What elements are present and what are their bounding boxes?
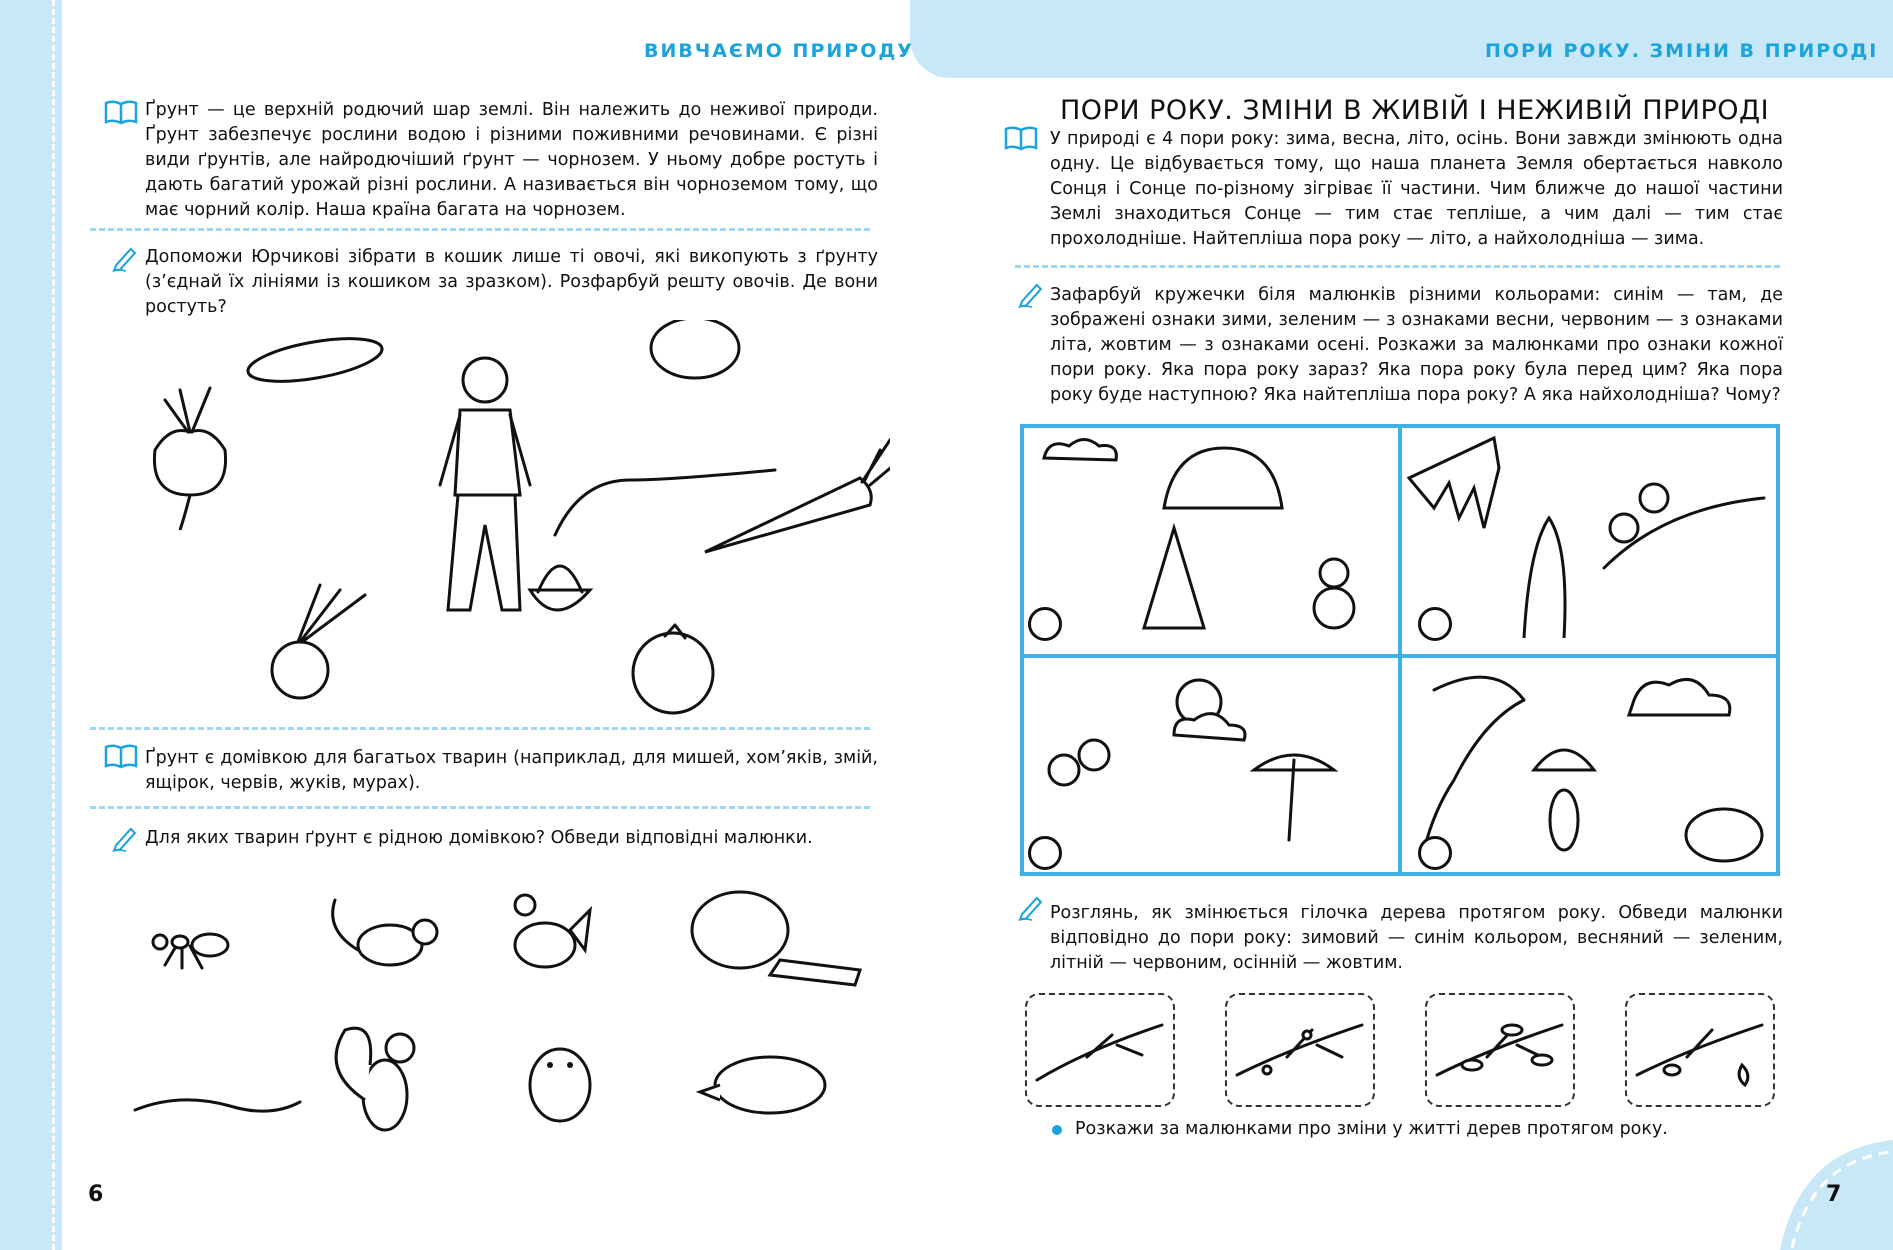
branch-box-summer[interactable]: [1425, 993, 1575, 1107]
autumn-circle[interactable]: [1418, 836, 1452, 870]
page-number-left: 6: [88, 1182, 104, 1207]
spring-panel: [1404, 428, 1776, 652]
summer-branch-icon: [1427, 995, 1573, 1105]
mouse-icon: [333, 900, 437, 965]
pencil-icon: [1014, 280, 1048, 308]
page-number-right: 7: [1826, 1182, 1842, 1207]
bullet-dot: [1052, 1125, 1062, 1135]
soil-home-text: Ґрунт є домівкою для багатьох тварин (наприклад, для мишей, хом’яків, змій, ящірок, червів, жуків, мурах).: [145, 748, 878, 793]
snowman-icon: [1314, 588, 1354, 628]
divider: [90, 727, 870, 730]
carrot-icon: [705, 440, 890, 552]
snowdrop-icon: [1524, 518, 1565, 638]
summer-circle[interactable]: [1028, 836, 1062, 870]
bear-den-icon: [1164, 448, 1282, 508]
windy-tree-icon: [1424, 677, 1524, 850]
spring-circle[interactable]: [1418, 607, 1452, 641]
flowers-icon: [1049, 755, 1079, 785]
pigeon-icon: [515, 895, 590, 967]
summer-panel: [1024, 660, 1396, 870]
tomato-icon: [633, 625, 713, 713]
onion-icon: [272, 585, 365, 698]
potato-icon: [651, 320, 739, 378]
branch-box-spring[interactable]: [1225, 993, 1375, 1107]
divider: [90, 228, 870, 231]
winter-panel: [1024, 428, 1396, 652]
autumn-panel: [1404, 660, 1776, 870]
corner-swirl: [1740, 1130, 1893, 1250]
ant-icon: [153, 934, 228, 968]
child-umbrella-icon: [1534, 750, 1594, 770]
hamster-icon: [530, 1049, 590, 1121]
squirrel-icon: [336, 1028, 414, 1130]
book-icon: [104, 742, 138, 770]
header-right-title: ПОРИ РОКУ. ЗМІНИ В ПРИРОДІ: [1485, 40, 1879, 62]
animals-task-text: Для яких тварин ґрунт є рідною домівкою? Обведи відповідні малюнки.: [145, 828, 813, 848]
right-header-band: [910, 0, 1893, 78]
divider: [90, 806, 870, 809]
branch-discussion-text: Розкажи за малюнками про зміни у житті дерев протягом року.: [1075, 1119, 1668, 1139]
boy-figure: [440, 358, 530, 610]
sample-line: [555, 470, 775, 535]
winter-branch-icon: [1027, 995, 1173, 1105]
left-margin-dash: [52, 0, 55, 1250]
spring-branch-icon: [1227, 995, 1373, 1105]
worm-icon: [135, 1100, 300, 1111]
autumn-branch-icon: [1627, 995, 1773, 1105]
beet-icon: [154, 388, 225, 530]
page-title: ПОРИ РОКУ. ЗМІНИ В ЖИВІЙ І НЕЖИВІЙ ПРИРОДІ: [1060, 95, 1770, 126]
icicles-icon: [1409, 438, 1499, 528]
seasons-intro-text: У природі є 4 пори року: зима, весна, літо, осінь. Вони завжди змінюють одна одну. Це відбувається тому, що наша планета Земля обертається навколо Сонця і Сонце по-різному зігріває її частини. Чим ближче до нашої частини Землі знаходиться Сонце — тим стає тепліше, а чим далі — тим стає прохолодніше. Найтепліша пора року — літо, а найхолодніша — зима.: [1050, 129, 1783, 249]
pencil-icon: [108, 244, 142, 272]
snow-cloud-icon: [1044, 440, 1116, 461]
branch-box-winter[interactable]: [1025, 993, 1175, 1107]
cucumber-icon: [245, 330, 385, 389]
branch-task-text: Розглянь, як змінюється гілочка дерева протягом року. Обведи малюнки відповідно до пори року: зимовий — синім кольором, весняний — зеленим, літній — червоним, осінній — жовтим.: [1050, 903, 1783, 973]
animals-illustration: [120, 870, 880, 1150]
book-icon: [104, 98, 138, 126]
divider: [1015, 265, 1780, 268]
vegetable-task-text: Допоможи Юрчикові зібрати в кошик лише ті овочі, які викопують з ґрунту (з’єднай їх лініями із кошиком за зразком). Розфарбуй решту овочів. Де вони ростуть?: [145, 247, 878, 317]
fir-tree-icon: [1144, 528, 1204, 628]
apple-basket-icon: [1686, 809, 1762, 861]
beaver-icon: [692, 892, 860, 985]
basket-icon: [530, 566, 590, 610]
vegetables-illustration: [110, 320, 890, 715]
soil-intro-text: Ґрунт — це верхній родючий шар землі. Він належить до неживої природи. Ґрунт забезпечує рослини водою і різними поживними речовинами. Є різні види ґрунтів, але найродючіший ґрунт — чорнозем. У ньому добре ростуть і дають багатий урожай різні рослини. А називається він чорноземом тому, що має чорний колір. Наша країна багата на чорнозем.: [145, 100, 878, 220]
header-left-title: ВИВЧАЄМО ПРИРОДУ: [644, 40, 914, 62]
seasons-circles-task-text: Зафарбуй кружечки біля малюнків різними кольорами: синім — там, де зображені ознаки зими, зеленим — з ознаками весни, червоним — з ознаками літа, жовтим — з ознаками осені. Розкажи за малюнками про ознаки кожної пори року. Яка пора року зараз? Яка пора року була перед цим? Яка пора року буде наступною? Яка найтепліша пора року? А яка найхолодніша? Чому?: [1050, 285, 1783, 405]
pencil-icon: [1014, 893, 1048, 921]
mole-icon: [700, 1057, 825, 1113]
rain-cloud-icon: [1629, 679, 1730, 715]
branch-box-autumn[interactable]: [1625, 993, 1775, 1107]
pencil-icon: [108, 824, 142, 852]
winter-circle[interactable]: [1028, 607, 1062, 641]
book-icon: [1004, 124, 1038, 152]
